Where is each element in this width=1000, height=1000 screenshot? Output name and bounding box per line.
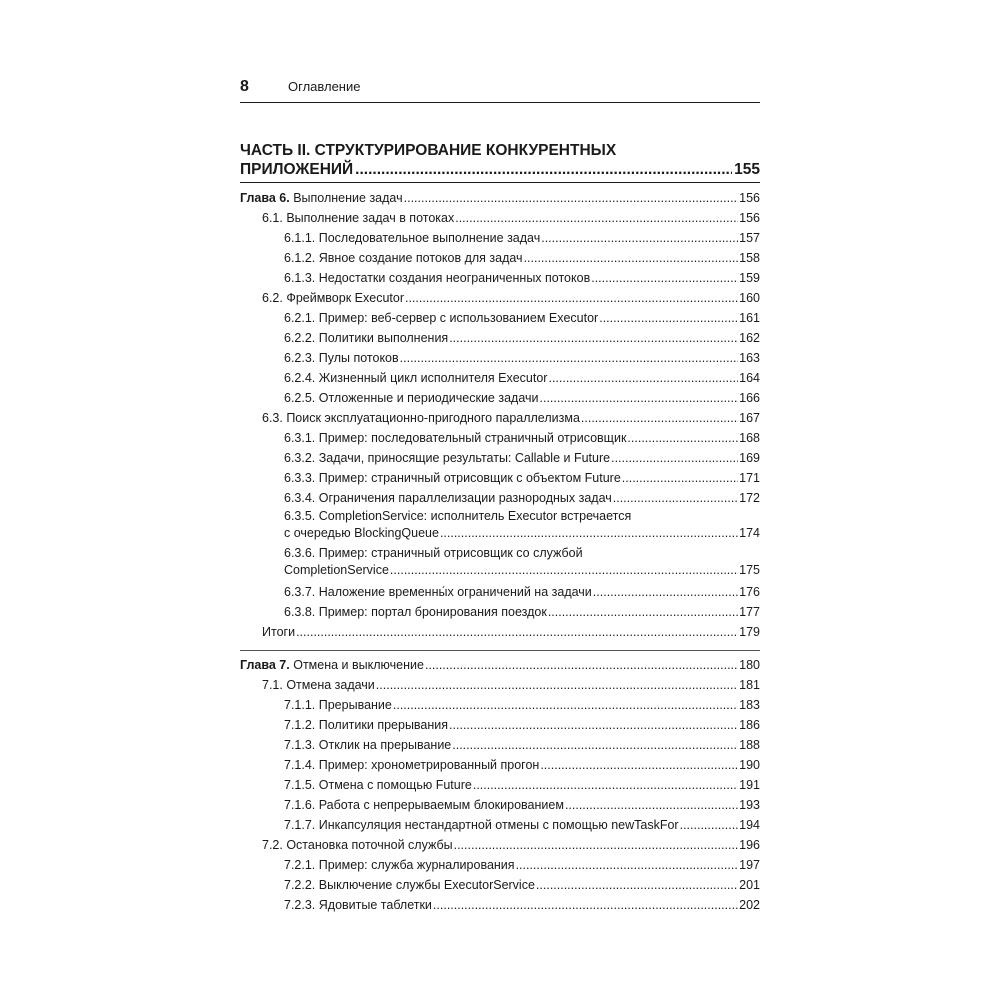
page-ref: 166 — [739, 391, 760, 405]
dot-leader — [425, 655, 738, 675]
running-header — [240, 78, 760, 103]
chapter-entry[interactable] — [240, 188, 760, 208]
page-ref: 202 — [739, 898, 760, 912]
page-ref: 190 — [739, 758, 760, 772]
dot-leader — [540, 388, 739, 408]
dot-leader — [593, 582, 738, 602]
part-title-line2-row — [240, 160, 760, 179]
subsection-entry[interactable] — [240, 428, 760, 448]
dot-leader — [400, 348, 738, 368]
subsection-entry[interactable] — [240, 248, 760, 268]
entry-label: 6.2.5. Отложенные и периодические задачи — [284, 391, 539, 405]
page-ref: 175 — [739, 563, 760, 577]
page-ref: 168 — [739, 431, 760, 445]
entry-label: 7.2.2. Выключение службы ExecutorService — [284, 878, 535, 892]
subsection-entry[interactable] — [240, 228, 760, 248]
dot-leader — [540, 755, 738, 775]
running-title: Оглавление — [288, 79, 361, 94]
page-ref: 160 — [739, 291, 760, 305]
page-ref: 181 — [739, 678, 760, 692]
dot-leader — [680, 815, 739, 835]
entry-label: 7.2.3. Ядовитые таблетки — [284, 898, 432, 912]
entry-label: 7.2.1. Пример: служба журналирования — [284, 858, 515, 872]
page-ref: 162 — [739, 331, 760, 345]
subsection-entry[interactable] — [240, 695, 760, 715]
part-divider — [240, 182, 760, 183]
entry-label: 6.3.3. Пример: страничный отрисовщик с объектом Future — [284, 471, 621, 485]
page-ref: 163 — [739, 351, 760, 365]
dot-leader — [473, 775, 738, 795]
dot-leader — [296, 622, 738, 642]
dot-leader — [440, 525, 738, 542]
subsection-entry[interactable] — [240, 348, 760, 368]
page-ref: 172 — [739, 491, 760, 505]
subsection-entry[interactable] — [240, 468, 760, 488]
section-entry[interactable] — [240, 208, 760, 228]
dot-leader — [433, 895, 738, 915]
subsection-entry[interactable] — [240, 488, 760, 508]
subsection-entry[interactable] — [240, 582, 760, 602]
entry-label: 6.1.2. Явное создание потоков для задач — [284, 251, 523, 265]
page-ref: 158 — [739, 251, 760, 265]
chapter-divider — [240, 650, 760, 651]
dot-leader — [548, 602, 738, 622]
page-ref: 193 — [739, 798, 760, 812]
entry-label: 6.2.3. Пулы потоков — [284, 351, 399, 365]
page-ref: 169 — [739, 451, 760, 465]
summary-entry[interactable] — [240, 622, 760, 642]
entry-label: 7.1. Отмена задачи — [262, 678, 375, 692]
entry-label: 6.2.2. Политики выполнения — [284, 331, 449, 345]
page-ref: 171 — [739, 471, 760, 485]
entry-label: 7.1.4. Пример: хронометрированный прогон — [284, 758, 540, 772]
page-ref: 164 — [739, 371, 760, 385]
subsection-entry[interactable] — [240, 268, 760, 288]
part-title-line1: ЧАСТЬ II. СТРУКТУРИРОВАНИЕ КОНКУРЕНТНЫХ — [240, 142, 617, 159]
entry-label: 6.1.3. Недостатки создания неограниченных потоков — [284, 271, 591, 285]
dot-leader — [599, 308, 738, 328]
entry-label-line1: 6.3.5. CompletionService: исполнитель Executor встречается — [284, 509, 632, 523]
dot-leader — [449, 715, 738, 735]
dot-leader — [516, 855, 739, 875]
subsection-entry[interactable] — [240, 328, 760, 348]
page-ref: 194 — [739, 818, 760, 832]
entry-label: 7.1.7. Инкапсуляция нестандартной отмены с помощью newTaskFor — [284, 818, 679, 832]
page-ref: 161 — [739, 311, 760, 325]
toc-page — [240, 78, 760, 915]
subsection-entry[interactable] — [240, 855, 760, 875]
dot-leader — [548, 368, 738, 388]
entry-label: 6.3. Поиск эксплуатационно-пригодного параллелизма — [262, 411, 580, 425]
subsection-entry[interactable] — [240, 795, 760, 815]
entry-label: 7.1.1. Прерывание — [284, 698, 392, 712]
page-ref: 197 — [739, 858, 760, 872]
entry-label: 6.3.8. Пример: портал бронирования поездок — [284, 605, 547, 619]
subsection-entry[interactable] — [240, 735, 760, 755]
entry-label: Итоги — [262, 625, 296, 639]
page-ref: 156 — [739, 211, 760, 225]
page-ref: 177 — [739, 605, 760, 619]
subsection-entry[interactable] — [240, 875, 760, 895]
dot-leader — [613, 488, 738, 508]
dot-leader — [536, 875, 738, 895]
entry-label: 7.1.3. Отклик на прерывание — [284, 738, 452, 752]
entry-label: 6.2.1. Пример: веб-сервер с использованием Executor — [284, 311, 599, 325]
entry-label: 6.3.1. Пример: последовательный страничный отрисовщик — [284, 431, 627, 445]
subsection-entry[interactable] — [240, 755, 760, 775]
subsection-entry-multiline[interactable] — [240, 545, 760, 582]
dot-leader — [524, 248, 739, 268]
dot-leader — [622, 468, 738, 488]
entry-label: 6.3.2. Задачи, приносящие результаты: Callable и Future — [284, 451, 611, 465]
page-ref: 196 — [739, 838, 760, 852]
dot-leader — [449, 328, 738, 348]
toc-list — [240, 188, 760, 915]
chapter-prefix: Глава 6. — [240, 191, 290, 205]
entry-label-line2: с очередью BlockingQueue — [284, 526, 439, 540]
entry-label-line2: CompletionService — [284, 563, 389, 577]
subsection-entry[interactable] — [240, 775, 760, 795]
dot-leader — [405, 288, 738, 308]
subsection-entry[interactable] — [240, 715, 760, 735]
chapter-entry[interactable] — [240, 655, 760, 675]
entry-label-line1: 6.3.6. Пример: страничный отрисовщик со службой — [284, 546, 583, 560]
entry-label: 6.2. Фреймворк Executor — [262, 291, 404, 305]
page-ref: 183 — [739, 698, 760, 712]
page-ref: 180 — [739, 658, 760, 672]
dot-leader — [452, 735, 738, 755]
dot-leader — [393, 695, 738, 715]
page-ref: 179 — [739, 625, 760, 639]
dot-leader — [541, 228, 738, 248]
entry-label: 6.3.4. Ограничения параллелизации разнородных задач — [284, 491, 612, 505]
page-number: 8 — [240, 78, 249, 95]
chapter-title: Выполнение задач — [293, 191, 403, 205]
section-entry[interactable] — [240, 408, 760, 428]
entry-label: 7.1.2. Политики прерывания — [284, 718, 449, 732]
section-entry[interactable] — [240, 675, 760, 695]
dot-leader — [611, 448, 738, 468]
dot-leader — [455, 208, 738, 228]
subsection-entry[interactable] — [240, 895, 760, 915]
subsection-entry[interactable] — [240, 815, 760, 835]
dot-leader — [404, 188, 739, 208]
page-ref: 176 — [739, 585, 760, 599]
page-ref: 201 — [739, 878, 760, 892]
subsection-entry[interactable] — [240, 448, 760, 468]
dot-leader — [355, 160, 732, 179]
part-title-line2: ПРИЛОЖЕНИЙ — [240, 161, 354, 178]
section-entry[interactable] — [240, 288, 760, 308]
page-ref: 188 — [739, 738, 760, 752]
section-entry[interactable] — [240, 835, 760, 855]
chapter-title: Отмена и выключение — [293, 658, 424, 672]
chapter-prefix: Глава 7. — [240, 658, 290, 672]
subsection-entry[interactable] — [240, 368, 760, 388]
dot-leader — [591, 268, 738, 288]
page-ref: 167 — [739, 411, 760, 425]
subsection-entry[interactable] — [240, 602, 760, 622]
dot-leader — [627, 428, 738, 448]
part-page: 155 — [734, 161, 760, 178]
entry-label: 6.1.1. Последовательное выполнение задач — [284, 231, 541, 245]
page-ref: 186 — [739, 718, 760, 732]
dot-leader — [565, 795, 738, 815]
entry-label: 6.2.4. Жизненный цикл исполнителя Executor — [284, 371, 548, 385]
part-heading — [240, 141, 760, 179]
page-ref: 191 — [739, 778, 760, 792]
entry-label: 7.1.6. Работа с непрерываемым блокированием — [284, 798, 564, 812]
dot-leader — [390, 562, 738, 579]
entry-label: 7.2. Остановка поточной службы — [262, 838, 453, 852]
page-ref: 174 — [739, 526, 760, 540]
dot-leader — [581, 408, 738, 428]
page-ref: 156 — [739, 191, 760, 205]
page-ref: 159 — [739, 271, 760, 285]
entry-label: 6.1. Выполнение задач в потоках — [262, 211, 455, 225]
dot-leader — [454, 835, 739, 855]
subsection-entry-multiline[interactable] — [240, 508, 760, 545]
subsection-entry[interactable] — [240, 388, 760, 408]
entry-label: 7.1.5. Отмена с помощью Future — [284, 778, 472, 792]
page-ref: 157 — [739, 231, 760, 245]
dot-leader — [376, 675, 738, 695]
entry-label: 6.3.7. Наложение временны́х ограничений на задачи — [284, 585, 592, 599]
subsection-entry[interactable] — [240, 308, 760, 328]
